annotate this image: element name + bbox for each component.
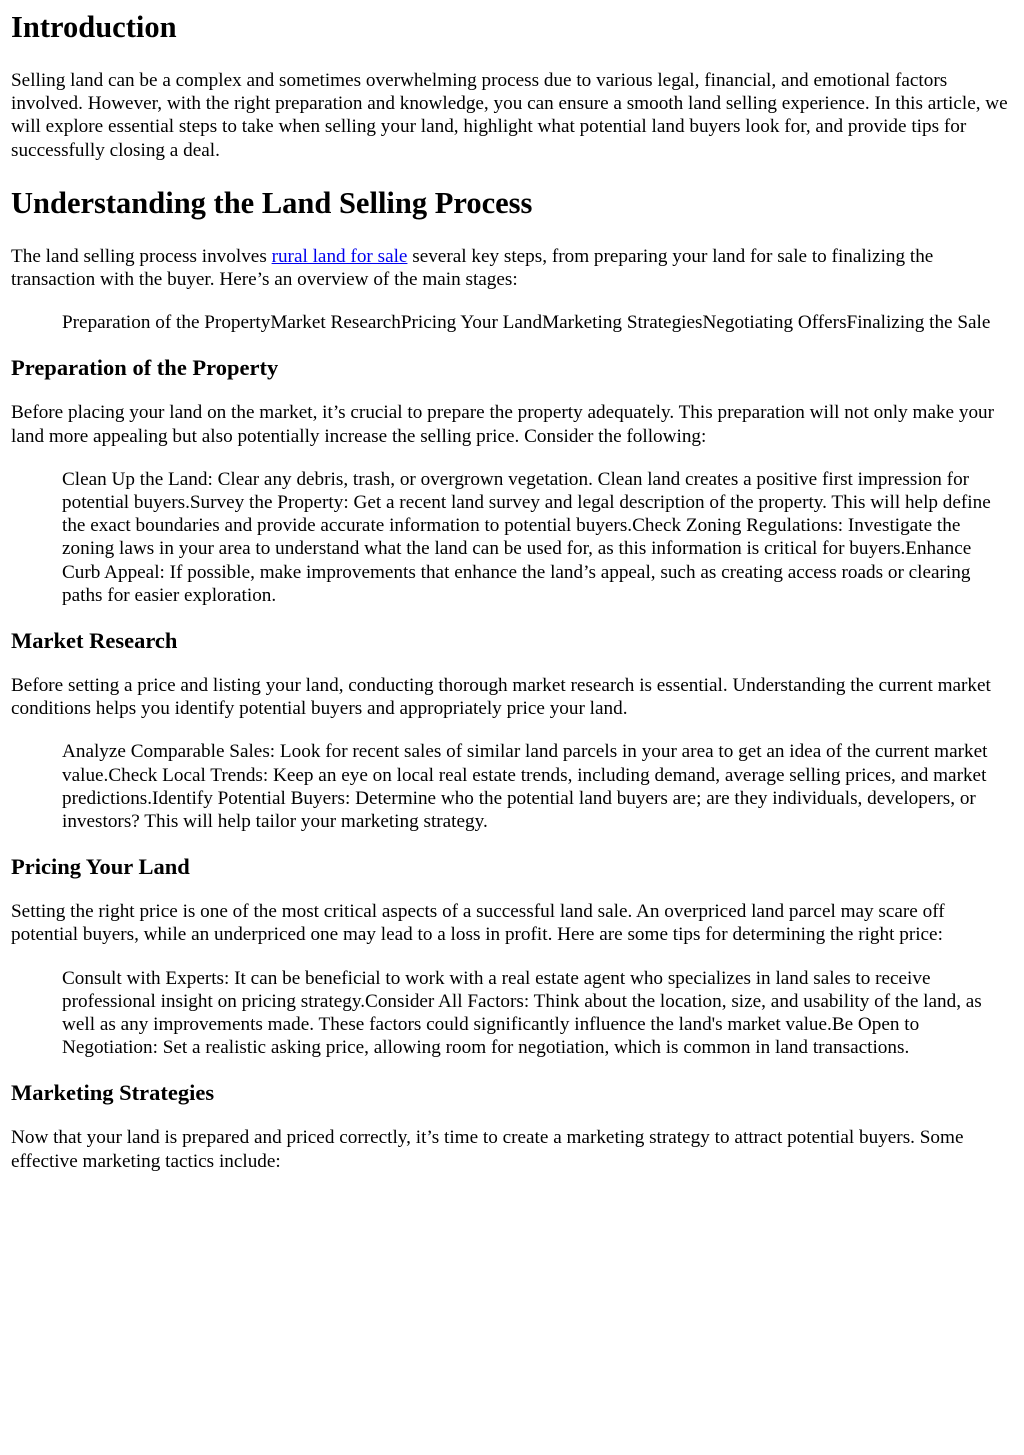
preparation-list: Clean Up the Land: Clear any debris, trash, or overgrown vegetation. Clean land creates a positive first impression for potential buyers.Survey the Property: Get a recent land survey and legal description of the property. This will help define the exact boundaries and provide accurate information to potential buyers.Check Zoning Regulations: Investigate the zoning laws in your area to understand what the land can be used for, as this information is critical for buyers.Enhance Curb Appeal: If possible, make improvements that enhance the land’s appeal, such as creating access roads or clearing paths for easier exploration.: [62, 468, 991, 606]
process-heading: Understanding the Land Selling Process: [11, 185, 533, 220]
preparation-paragraph: Before placing your land on the market, it’s crucial to prepare the property adequately. This preparation will not only make your land more appealing but also potentially increase the selling price. Consider the following:: [11, 402, 995, 447]
process-text-end: several key steps, from preparing your land for sale to finalizing the transaction with the buyer. Here’s an overview of the main stages:: [11, 245, 934, 291]
pricing-heading: Pricing Your Land: [11, 854, 190, 880]
intro-heading: Introduction: [11, 10, 177, 44]
process-stages-list: Preparation of the PropertyMarket ResearchPricing Your LandMarketing StrategiesNegotiating OffersFinalizing the Sale: [62, 312, 991, 334]
intro-paragraph: Selling land can be a complex and sometimes overwhelming process due to various legal, financial, and emotional factors involved. However, with the right preparation and knowledge, you can ensure a smooth land selling experience. In this article, we will explore essential steps to take when selling your land, highlight what potential land buyers look for, and provide tips for successfully closing a deal.: [11, 70, 1008, 161]
preparation-heading: Preparation of the Property: [11, 355, 279, 381]
process-text-start: The land selling process involves: [11, 245, 272, 267]
pricing-list: Consult with Experts: It can be beneficial to work with a real estate agent who specializes in land sales to receive professional insight on pricing strategy.Consider All Factors: Think about the location, size, and usability of the land, as well as any improvements made. These factors could significantly influence the land's market value.Be Open to Negotiation: Set a realistic asking price, allowing room for negotiation, which is common in land transactions.: [62, 967, 982, 1059]
pricing-paragraph: Setting the right price is one of the most critical aspects of a successful land sale. An overpriced land parcel may scare off potential buyers, while an underpriced one may lead to a loss in profit. Here are some tips for determining the right price:: [11, 901, 945, 946]
market-research-heading: Market Research: [11, 628, 178, 654]
article: [0, 9, 1024, 1173]
market-research-paragraph: Before setting a price and listing your land, conducting thorough market research is essential. Understanding the current market conditions helps you identify potential buyers and appropriately price your land.: [11, 675, 991, 720]
rural-land-link[interactable]: rural land for sale: [271, 245, 408, 267]
marketing-paragraph: Now that your land is prepared and priced correctly, it’s time to create a marketing strategy to attract potential buyers. Some effective marketing tactics include:: [11, 1127, 964, 1172]
market-research-list: Analyze Comparable Sales: Look for recent sales of similar land parcels in your area to get an idea of the current market value.Check Local Trends: Keep an eye on local real estate trends, including demand, average selling prices, and market predictions.Identify Potential Buyers: Determine who the potential land buyers are; are they individuals, developers, or investors? This will help tailor your marketing strategy.: [62, 741, 988, 833]
marketing-heading: Marketing Strategies: [11, 1080, 215, 1106]
process-paragraph: [11, 245, 1013, 291]
